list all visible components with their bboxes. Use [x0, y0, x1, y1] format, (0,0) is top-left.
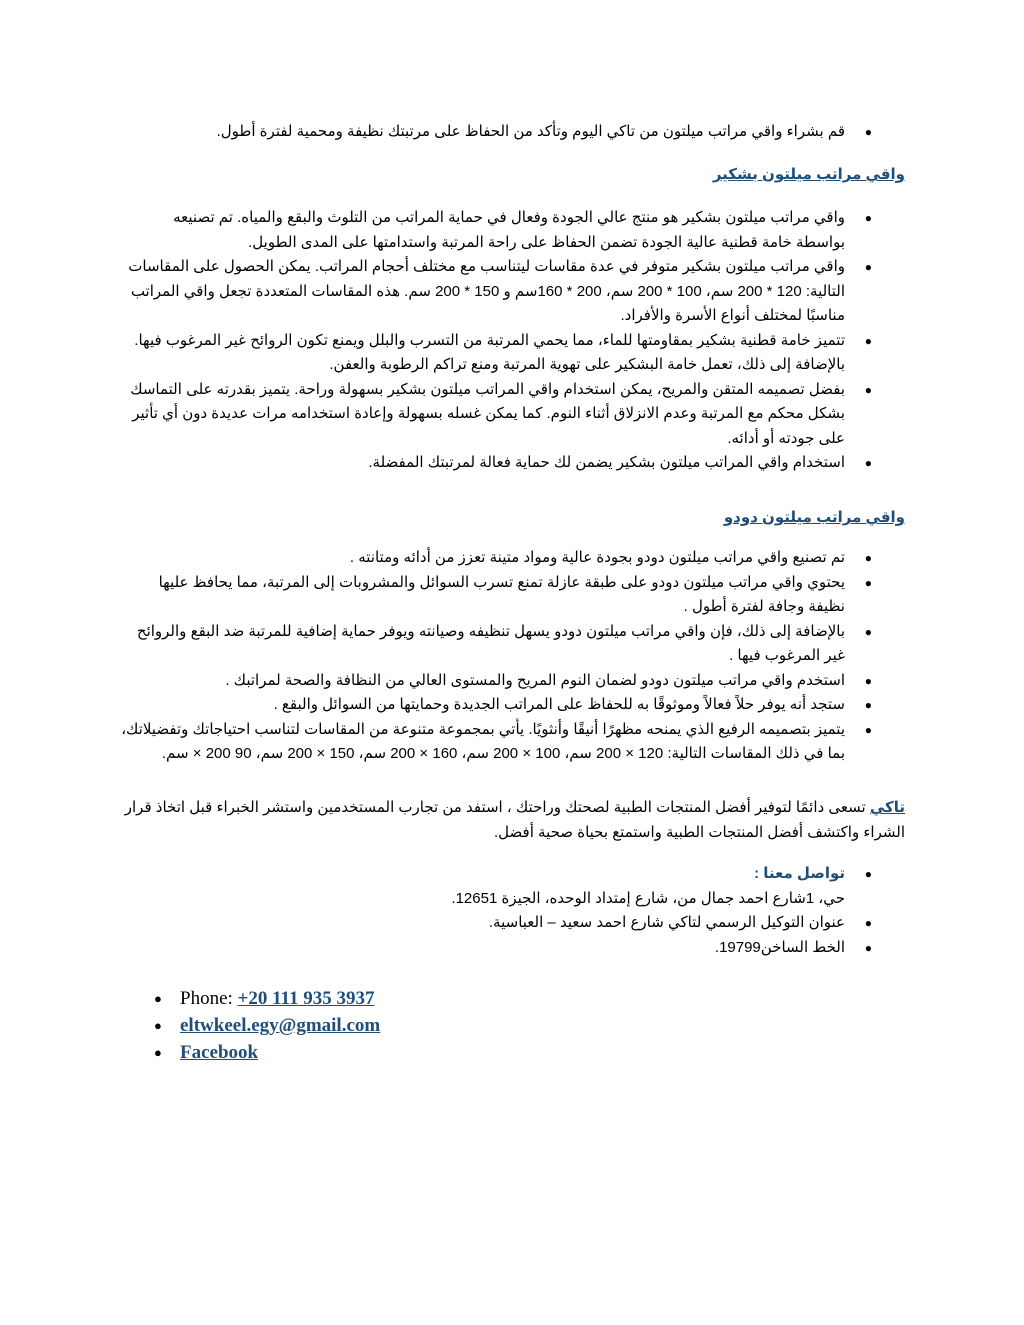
brand-link[interactable]: تاكي — [869, 799, 905, 816]
bullet-icon: ● — [864, 333, 872, 348]
agency-text: عنوان التوكيل الرسمي لتاكي شارع احمد سعيد – العباسية. — [488, 914, 845, 931]
phone-label: Phone: — [180, 988, 238, 1009]
contact-section — [120, 862, 905, 960]
facebook-link[interactable]: Facebook — [180, 1042, 259, 1063]
list-item: ● بفضل تصميمه المتقن والمريح، يمكن استخدام واقي المراتب ميلتون بشكير بسهولة وراحة. يتميز بقدرته على التماسك بشكل محكم مع المرتبة وعدم الانزلاق أثناء النوم. كما يمكن غسله بسهولة وإعادة استخدامه مرات عديدة دون أي تأثير على جودته أو أدائه. — [120, 378, 905, 452]
bullet-icon: ● — [154, 1045, 162, 1060]
list-item: ● استخدم واقي مراتب ميلتون دودو لضمان النوم المريح والمستوى العالي من النظافة والصحة لمراتبك . — [120, 669, 905, 694]
bullet-icon: ● — [864, 916, 872, 930]
list-item — [120, 911, 905, 936]
list-item — [150, 1012, 380, 1039]
contact-list — [120, 862, 905, 960]
list-item: ● استخدام واقي المراتب ميلتون بشكير يضمن لك حماية فعالة لمرتبتك المفضلة. — [120, 451, 905, 476]
section-title: واقي مراتب ميلتون بشكير — [712, 166, 905, 183]
bullet-icon: ● — [864, 382, 872, 397]
section-dodo — [120, 546, 905, 767]
bullet-icon: ● — [864, 673, 872, 688]
section-bashkir — [120, 206, 905, 476]
bullet-icon: ● — [864, 575, 872, 590]
section-heading-dodo — [120, 506, 905, 530]
email-link[interactable]: eltwkeel.egy@gmail.com — [180, 1015, 381, 1036]
list-item — [120, 862, 905, 911]
list-item — [120, 936, 905, 961]
phone-link[interactable]: +20 111 935 3937 — [237, 988, 375, 1009]
intro-section — [120, 120, 905, 145]
bashkir-list — [120, 206, 905, 476]
list-item: ● تتميز خامة قطنية بشكير بمقاومتها للماء، مما يحمي المرتبة من التسرب والبلل ويمنع تكون الروائح غير المرغوب فيها. بالإضافة إلى ذلك، تعمل خامة البشكير على تهوية المرتبة ومنع تراكم الرطوبة والعفن. — [120, 329, 905, 378]
links-list — [150, 985, 380, 1066]
bullet-icon: ● — [864, 456, 872, 470]
bullet-icon: ● — [864, 867, 872, 881]
bullet-icon: ● — [864, 125, 872, 139]
bullet-icon: ● — [864, 940, 872, 955]
section-heading-bashkir — [120, 163, 905, 187]
list-item: ● قم بشراء واقي مراتب ميلتون من تاكي اليوم وتأكد من الحفاظ على مرتبتك نظيفة ومحمية لفترة أطول. — [120, 120, 905, 145]
bullet-icon: ● — [864, 722, 872, 737]
bullet-icon: ● — [154, 1018, 162, 1033]
bullet-icon: ● — [864, 211, 872, 225]
dodo-list — [120, 546, 905, 767]
contact-title: تواصل معنا : — [754, 865, 845, 882]
list-item: ● تم تصنيع واقي مراتب ميلتون دودو بجودة عالية ومواد متينة تعزز من أدائه ومتانته . — [120, 546, 905, 571]
hotline-text: الخط الساخن19799. — [714, 938, 845, 956]
list-item: ● يحتوي واقي مراتب ميلتون دودو على طبقة عازلة تمنع تسرب السوائل والمشروبات إلى المرتبة، مما يحافظ عليها نظيفة وجافة لفترة أطول . — [120, 571, 905, 620]
bullet-icon: ● — [864, 624, 872, 639]
list-item — [150, 985, 380, 1012]
list-item: ● واقي مراتب ميلتون بشكير هو منتج عالي الجودة وفعال في حماية المراتب من التلوث والبقع والمياه. تم تصنيعه بواسطة خامة قطنية عالية الجودة تضمن الحفاظ على راحة المرتبة واستدامتها على المدى الطويل. — [120, 206, 905, 255]
bullet-icon: ● — [864, 260, 872, 274]
bullet-icon: ● — [154, 991, 162, 1006]
list-item: ● يتميز بتصميمه الرفيع الذي يمنحه مظهرًا أنيقًا وأنثويًا. يأتي بمجموعة متنوعة من المقاسات لتناسب احتياجاتك وتفضيلاتك، بما في ذلك المقاسات التالية: 120 × 200 سم، 100 × 200 سم، 160 × 200 سم، 150 × 200 سم، 90 200 × سم. — [120, 718, 905, 767]
address-text: حي، 1شارع احمد جمال من، شارع إمتداد الوحده، الجيزة 12651. — [451, 889, 845, 907]
list-item: ● ستجد أنه يوفر حلاً فعالاً وموثوقًا به للحفاظ على المراتب الجديدة وحمايتها من السوائل والبقع . — [120, 693, 905, 718]
closing-paragraph: تاكي تسعى دائمًا لتوفير أفضل المنتجات الطبية لصحتك وراحتك ، استفد من تجارب المستخدمين واستشر الخبراء قبل اتخاذ قرار الشراء واكتشف أفضل المنتجات الطبية واستمتع بحياة صحية أفضل. — [124, 799, 905, 841]
list-item: ● بالإضافة إلى ذلك، فإن واقي مراتب ميلتون دودو يسهل تنظيفه وصيانته ويوفر حماية إضافية للمرتبة ضد البقع والروائح غير المرغوب فيها . — [120, 620, 905, 669]
section-title: واقي مراتب ميلتون دودو — [723, 509, 905, 526]
list-item: ● واقي مراتب ميلتون بشكير متوفر في عدة مقاسات ليتناسب مع مختلف أحجام المراتب. يمكن الحصول على المقاسات التالية: 120 * 200 سم، 100 * 200 سم، 200 * 160سم و 150 * 200 سم. هذه المقاسات المتعددة تجعل واقي المراتب مناسبًا لمختلف أنواع الأسرة والأفراد. — [120, 255, 905, 329]
intro-list — [120, 120, 905, 145]
bullet-icon: ● — [864, 551, 872, 565]
bullet-icon: ● — [864, 698, 872, 712]
list-item — [150, 1039, 380, 1066]
